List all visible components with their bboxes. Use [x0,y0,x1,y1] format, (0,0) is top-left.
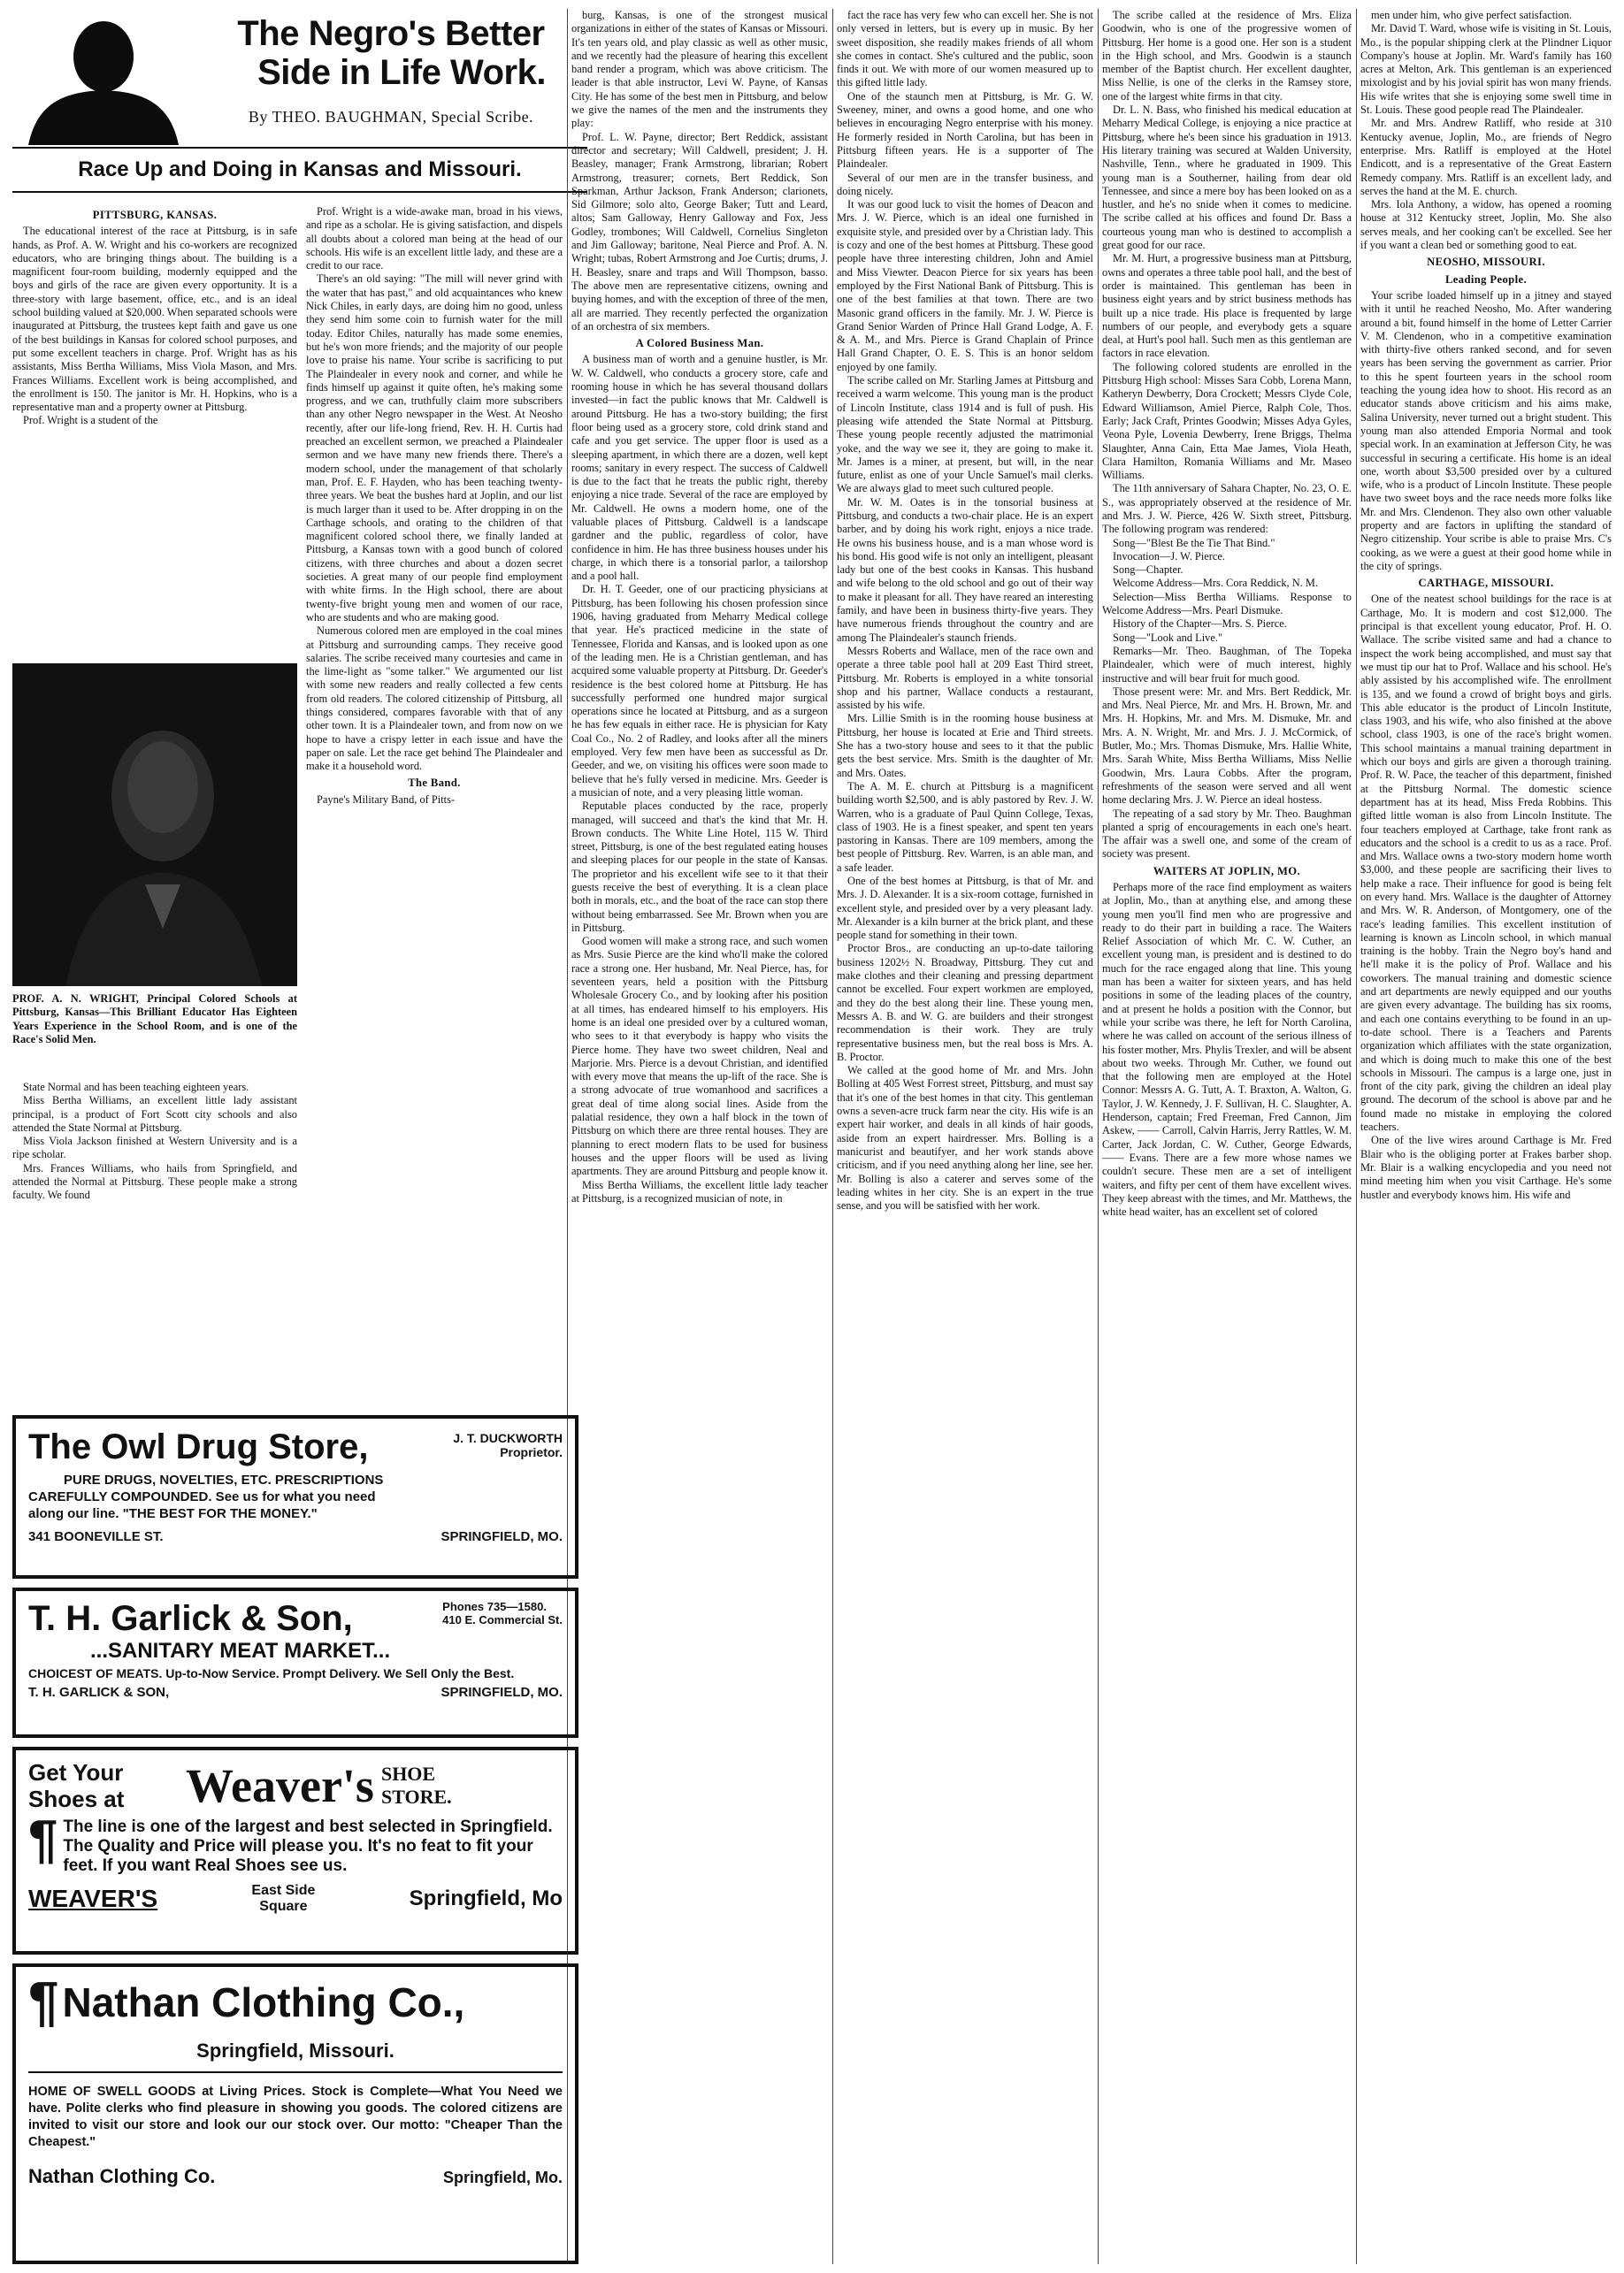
ad-weaver-store: SHOE STORE. [380,1763,452,1808]
ad-garlick-street: 410 E. Commercial St. [442,1613,563,1626]
byline: By THEO. BAUGHMAN, Special Scribe. [248,108,534,126]
pilcrow-icon: ¶ [28,1810,58,1869]
article-paragraph: Prof. Wright is a student of the [23,414,158,427]
section-heading: WAITERS AT JOPLIN, MO. [1153,864,1301,877]
ad-nathan-clothing [12,1963,578,2264]
ad-nathan-body: HOME OF SWELL GOODS at Living Prices. Stock is Complete—What You Need we have. Polite clerks who find pleasure in showing you goods. The colored citizens are invited to visit our store and look our our stock over. Our motto: "Cheaper Than the Cheapest." [28,2085,563,2149]
ad-nathan-city: Springfield, Mo. [443,2169,563,2186]
column-5 [1102,9,1352,2264]
article-paragraph: Those present were: Mr. and Mrs. Bert Reddick, Mr. and Mrs. Neal Pierce, Mr. and Mrs. H. Brown, Mr. and Mrs. H. Hopkins, Mr. and Mrs. M. Dismuke, Mr. and Mrs. A. N. Wright, Mr. and Mrs. J. J. McCormick, of Butler, Mo.; Mrs. Thomas Dismuke, Mrs. Hallie White, Mrs. Sarah White, Miss Bertha Williams, Miss Nellie Goodwin, Mrs. Laura Cobbs. After the program, refreshments of the season were served and all went home declaring Mrs. J. W. Pierce an ideal hostess. [1102,685,1352,807]
ad-weaver-address-1: East Side [251,1883,316,1898]
headline: The Negro's Better Side in Life Work. [237,14,546,92]
article-paragraph: The scribe called at the residence of Mrs. Eliza Goodwin, who is one of the progressive women of Pittsburg. Her home is a good one. Her son is a student in the High school, and Mrs. Goodwin is a staunch member of the Baptist church. Her excellent daughter, Miss Nellie, is one of the clerks in the Ramsey store, one of the largest white firms in that city. [1102,9,1352,103]
section-heading: The Band. [408,777,461,790]
section-heading: CARTHAGE, MISSOURI. [1418,577,1554,590]
article-paragraph: Mr. W. M. Oates is in the tonsorial business at Pittsburg, and conducts a two-chair place. He is an expert barber, and by doing his work right, enjoys a nice trade. He owns his business house, and is a man whose word is his bond. His good wife is not only an intelligent, pleasant lady but one of the best cooks in Kansas. This husband and wife belong to the old school and go out of their way to make it pleasant for all. They have reared an interesting family, and have been in business thirty-five years. They have numerous friends throughout the country and are among The Plaindealer's staunch friends. [837,495,1093,644]
article-paragraph: Mr. M. Hurt, a progressive business man at Pittsburg, owns and operates a three table pool hall, and the best of order is maintained. This gentleman has been in business eight years and by strict business methods has built up a nice trade. His place is frequented by large numbers of our people, and everybody gets a square deal, at Hurt's pool hall. Such men as this gentleman are factors in race elevation. [1102,252,1352,360]
article-paragraph: The scribe called on Mr. Starling James at Pittsburg and received a warm welcome. This young man is the product of Lincoln Institute, class 1914 and is full of push. His pleasing wife attended the State Normal at Pittsburg. These young people recently adjusted the matrimonial yoke, and the way we see it, they are going to make it. Mr. James is a miner, at present, but will, in the near future, enlist as one of your Uncle Samuel's mail clerks. We are always glad to meet such cultured people. [837,374,1093,495]
column-rule [1356,9,1357,2264]
article-paragraph: There's an old saying: "The mill will never grind with the water that has past," and old acquaintances who knew Nick Chiles, in early days, are doing him no good, unless they send him some coin to furnish water for the mill today. Editor Chiles, naturally has made some enemies, but he's won more friends; and the majority of our people love to praise his name. Your scribe is sacrificing to put The Plaindealer in every nook and corner, and while he finds himself up against it quite often, he's making some progress, and we can, truthfully claim more subscribers than any other Negro newspaper in the West. At Neosho recently, after our life-long friend, Rev. H. H. Curtis had preached an excellent sermon, we preached a Plaindealer sermon and we have many new friends there. There's a modern school, under the management of that scholarly man, Prof. E. F. Hayden, who has been teaching twenty-three years. We beat the bushes hard at Joplin, and our list is much larger than it used to be. After dropping in on the Carthage schools, and orating to the children of that magnificent colored school there, we finally landed at Pittsburg, a Kansas town with a good bunch of colored citizens, with three churches and about a dozen secret societies. A great many of our people find employment with white firms. In the High school, there are about twenty-five bright young men and women of our race, who are students and who are making good. [306,272,563,624]
dateline: PITTSBURG, KANSAS. [92,209,218,221]
column-3 [571,9,828,2264]
divider [28,2071,563,2073]
article-paragraph: men under him, who give perfect satisfaction. [1371,9,1573,21]
ad-weaver-address-2: Square [259,1899,308,1914]
article-paragraph: Proctor Bros., are conducting an up-to-date tailoring business 1202½ N. Broadway, Pittsburg. They cut and make clothes and their cleaning and pressing department cannot be excelled. Four expert workmen are employed, and they do the best along their line. These young men, Messrs A. B. and W. G. are builders and their strongest recommendation is their work. They are truly representative business men, but the real boss is Mrs. A. B. Proctor. [837,942,1093,1063]
article-paragraph: Good women will make a strong race, and such women as Mrs. Susie Pierce are the kind who'll make the colored race a strong one. Her husband, Mr. Neal Pierce, has, for seventeen years, held a position with the Pittsburg Wholesale Grocery Co., and by looking after his position at all times, has endeared himself to his employers. His home is an ideal one presided over by a cultured woman, who sees to it that everybody is happy who visits the Pierce home. They have two sweet children, Neal and Marjorie. Mrs. Pierce is a devout Christian, and identified with every move that means the up-lift of the race. She is a strong advocate of true womanhood and sacrifices a great deal of time along social lines. Aside from the palatial residence, they own a half block in the town of Pittsburg on which there are three rental houses. They are planning to erect modern flats to be used for business houses and the upper floors will be used as living apartments. They are around Pittsburg and people know it. [571,935,828,1178]
article-paragraph: Miss Bertha Williams, the excellent little lady teacher at Pittsburg, is a recognized musician of note, in [571,1178,828,1205]
article-paragraph: The educational interest of the race at Pittsburg, is in safe hands, as Prof. A. W. Wright and his co-workers are recognized educators, who are bringing things about. The building is a magnificent four-room building, modernly equipped and the boys and girls of the race are given every opportunity. It is a three-story with large basement, office, etc., and is an ideal school building valued at $20,000. When separated schools were inaugurated at Pittsburg, the trustees kept faith and gave us one of the best buildings in Kansas for colored school purposes, and put some excellent teachers in charge. Prof. Wright has as his assistants, Miss Bertha Williams, Miss Viola Mason, and Mrs. Frances Williams. Excellent work is being accomplished, and the enrollment is 150. The janitor is Mr. H. Hopkins, who is a representative man and a property owner at Pittsburg. [12,225,297,414]
article-paragraph: Payne's Military Band, of Pitts- [317,792,456,806]
article-paragraph: A business man of worth and a genuine hustler, is Mr. W. W. Caldwell, who conducts a grocery store, cafe and rooming house in which he has several thousand dollars invested—in fact the public knows that Mr. Caldwell is around Pittsburg. He has a two-story building; the first floor being used as a grocery store, cold drink stand and cafe and you get service. The upper floor is used as a sleeping apartment, in which there are a dozen, well kept rooms; sanitary in every respect. The success of Caldwell is due to the fact that he treats the public right, thereby enjoying a nice trade. Several of the race are employed by Mr. Caldwell. He owns a modern home, one of the valuable places of Pittsburg. Caldwell is a landscape gardner and the public, regardless of color, have confidence in him. He has three business houses under his charge, in which there is a tonsorial parlor, a tailorshop and a pool hall. [571,353,828,583]
article-paragraph: Dr. H. T. Geeder, one of our practicing physicians at Pittsburg, has been following his chosen profession since 1906, having graduated from Meharry Medical college that year. He's practiced medicine in the state of Tennessee, Florida and Kansas, and is looked upon as one of the leading men. He is a Christian gentleman, and has acquired some valuable property at Pittsburg. Dr. Geeder's residence is the best colored home at Pittsburg. He has successfully performed one hundred major surgical operations since he located at Pittsburg, and as a surgeon he has few equals in either race. He is physician for Katy Coal Co., No. 2 of Radley, and looks after all the miners employed. Very few men have been as successful as Dr. Geeder, and we, on visiting his offices were soon made to believe that he's fully versed in medicine. Mrs. Geeder is a musician of note, and a very pleasing little woman. [571,583,828,799]
article-paragraph: Mr. and Mrs. Andrew Ratliff, who reside at 310 Kentucky avenue, Joplin, Mo., are friends of Negro enterprise. Mrs. Ratliff is employed at the Hotel Endicott, and is a representative of the Great Eastern Remedy company. Mrs. Ratliff is an excellent lady, and serves the hand at the M. E. church. [1360,117,1612,197]
column-6 [1360,9,1612,2264]
ad-garlick-owner: T. H. GARLICK & SON, [28,1685,170,1700]
article-paragraph: The A. M. E. church at Pittsburg is a magnificent building worth $2,500, and is ably pastored by Rev. J. W. Warren, who is a graduate of Paul Quinn College, Texas, class of 1903. He is a finest speaker, and spent ten years pastoring in Kansas. There are 109 members, among the best people of Pittsburg. Rev. Warren, is an able man, and a safe leader. [837,779,1093,874]
article-paragraph: One of the best homes at Pittsburg, is that of Mr. and Mrs. J. D. Alexander. It is a six-room cottage, furnished in excellent style, and presided over by a very pleasant lady. Mr. Alexander is a kiln burner at the brick plant, and these people stand for something in their town. [837,875,1093,942]
column-2 [306,205,563,1408]
article-paragraph: The repeating of a sad story by Mr. Theo. Baughman planted a sprig of encouragements in each one's heart. The affair was a swell one, and some of the cream of society was present. [1102,807,1352,861]
article-paragraph: Your scribe loaded himself up in a jitney and stayed with it until he reached Neosho, Mo. After wandering around a bit, found himself in the home of Letter Carrier V. M. Clendenon, who in a competitive examination with thirty-five others ranked second, and for seven years has been serving the government as carrier. Prior to this he spent fourteen years in the school room teaching the young idea how to shoot. His record as an educator stands above criticism and his aims make, Salina University, never turned out a bright student. This young man also attended Emporia Normal and took special work. In an examination at Jefferson City, he was successful in securing a certificate. His home is an ideal one, worth about $3,500 presided over by a cultured wife, who is a product of Lincoln Institute. These people have two sweet boys and the race needs more folks like Mr. and Mrs. Clendenon. They also own other valuable property and are factors in uplifting the standard of Negro citizenship. Your scribe is able to praise Mrs. C's cooking, as we were a guest at their good home while in the city of springs. [1360,288,1612,572]
article-paragraph: History of the Chapter—Mrs. S. Pierce. [1113,617,1287,631]
article-paragraph: One of the staunch men at Pittsburg, is Mr. G. W. Sweeney, miner, and owns a good home, and one who believes in encouraging Negro enterprise with his money. He formerly resided in North Carolina, but has been in Pittsburg fifteen years. He is a supporter of The Plaindealer. [837,89,1093,171]
article-paragraph: Song—"Blest Be the Tie That Bind." [1113,536,1275,549]
ad-garlick-city: SPRINGFIELD, MO. [440,1685,563,1700]
article-paragraph: Invocation—J. W. Pierce. [1113,549,1225,563]
article-paragraph: Welcome Address—Mrs. Cora Reddick, N. M. [1113,577,1318,590]
column-rule [1098,9,1099,2264]
article-paragraph: State Normal and has been teaching eighteen years. [23,1081,249,1093]
ad-owl-line-3: along our line. "THE BEST FOR THE MONEY." [28,1506,318,1521]
ad-owl-line-2: CAREFULLY COMPOUNDED. See us for what you need [28,1489,376,1504]
ad-nathan-name: Nathan Clothing Co., [62,1979,465,2025]
ad-nathan-signature: Nathan Clothing Co. [28,2165,216,2187]
article-paragraph: The following colored students are enrolled in the Pittsburg High school: Misses Sara Cobb, Lorena Mann, Katheryn Dewberry, Dora Crockett; Messrs Clyde Cole, Edward Williamson, Amiel Pierce, Ralph Cole, Thos. Early; Jack Craft, Printes Goodwin; Misses Adya Gyles, Veona Pyle, Lovenia Dewberry, Irene Briggs, Thelma Slaughter, Anna Cain, Etta Mae James, Viola Heath, Clara Hamilton, Romania Williams and Mr. Maseo Williams. [1102,360,1352,482]
article-paragraph: One of the live wires around Carthage is Mr. Fred Blair who is the obliging porter at Frakes barber shop. Mr. Blair is a walking encyclopedia and you need not mind meeting him when you visit Carthage. He's some hustler and everybody knows him. His wife and [1360,1134,1612,1201]
ad-garlick-headline: ...SANITARY MEAT MARKET... [90,1639,391,1663]
subheadline: Race Up and Doing in Kansas and Missouri. [78,157,522,181]
column-1-bottom [12,1081,297,1406]
column-1-top [12,205,297,661]
section-heading: A Colored Business Man. [635,337,764,350]
pilcrow-icon: ¶ [28,1971,59,2032]
ad-weaver-signature: WEAVER'S [28,1885,158,1912]
newspaper-page [12,9,1612,2264]
ad-owl-drug-store [12,1415,578,1579]
ad-owl-line-1: PURE DRUGS, NOVELTIES, ETC. PRESCRIPTIONS [64,1473,384,1488]
masthead [12,9,587,199]
article-paragraph: Dr. L. N. Bass, who finished his medical education at Meharry Medical College, is enjoying a nice practice at Pittsburg, where he's been since his graduation in 1913. His literary training was secured at Walden University, Nashville, Tenn., where he graduated in 1909. This young man is a Southerner, hailing from dear old Tennessee, and since a mere boy has been looked on as a hustler, and he's no snide when it comes to medicine. The scribe called at his offices and found Dr. Bass a courteous young man who is destined to accomplish a great good for our race. [1102,103,1352,252]
ad-owl-city: SPRINGFIELD, MO. [440,1529,563,1544]
article-paragraph: The 11th anniversary of Sahara Chapter, No. 23, O. E. S., was appropriately observed at the residence of Mr. and Mrs. J. W. Pierce, 426 W. Sixth street, Pittsburg. The following program was rendered: [1102,482,1352,536]
article-paragraph: We called at the good home of Mr. and Mrs. John Bolling at 405 West Forrest street, Pittsburg, and must say that it's one of the best homes in that city. This gentleman owns a seven-acre truck farm near the city. His wife is an expert hair worker, and deals in all kinds of hair goods, aside from an expert hairdresser. Mrs. Bolling is a manicurist and beautifyer, and her work stands above criticism, and if you need anything along her line, see her. Mr. Bolling is also a caterer and serves some of the leading whites in her city. She is an expert in the true sense, and you will be satisfied with her work. [837,1064,1093,1213]
article-paragraph: Remarks—Mr. Theo. Baughman, of The Topeka Plaindealer, which were of much interest, highly instructive and will bear fruit for much good. [1102,644,1352,685]
article-paragraph: Reputable places conducted by the race, properly managed, will succeed and that's the kind that Mr. H. Brown conducts. The White Line Hotel, 115 W. Third street, Pittsburg, is one of the best regulated eating houses and sleeping places for our people in the state of Kansas. The proprietor and his excellent wife see to it that their guests receive the best of everything. It is a clean place both in morals, etc., and the boat of the race can stop there without being embarrassed. See Mr. Brown when you are in Pittsburg. [571,800,828,934]
ad-weavers-shoe-store [12,1747,578,1955]
article-paragraph: Numerous colored men are employed in the coal mines at Pittsburg and surrounding camps. They receive good salaries. The scribe received many courtesies and came in the lime-light as "some talker." We argumented our list with some new readers and really collected a few cents from old readers. The colored citizenship of Pittsburg, all things considered, compares favorable with that of any other town. It is a Plaindealer town, and from now on we hope to have a crispy letter in each issue and have the paper on sale. Let the race get behind The Plaindealer and make it a household word. [306,624,563,773]
photo-caption: PROF. A. N. WRIGHT, Principal Colored Schools at Pittsburg, Kansas—This Brilliant Educator Has Eighteen Years Experience in the School Room, and is one of the Race's Solid Men. [12,992,297,1045]
section-heading: NEOSHO, MISSOURI. [1427,256,1545,269]
ad-owl-name: The Owl Drug Store, [28,1427,369,1466]
article-paragraph: Prof. L. W. Payne, director; Bert Reddick, assistant director and secretary; Will Caldwell, president; J. H. Beasley, manager; Frank Armstrong, librarian; Robert Armstrong, treasurer; cornets, Bert Reddick, Son Sparkman, Arthur Jackson, Frank Anderson; clarionets, Sid Gilmore; solo alto, George Baker; Tutt and Leard, altos; Sam Galloway, Henry Galloway and Fox, Jess Godley, trombones; Will Caldwell, Cornelius Singleton and Jim Galloway; baritone, Neal Pierce and Prof. A. N. Wright; tubas, Robert Armstrong and Joe Curtis; drums, J. H. Beasley, snare and traps and Will Thompson, basso. The above men are representative citizens, owning and buying homes, and with the exception of three of the men, all are married. They recently perfected the organization of an orchestra of six members. [571,130,828,333]
divider [12,147,587,149]
column-4 [837,9,1093,2264]
article-paragraph: fact the race has very few who can excell her. She is not only versed in letters, but is every up in music. By her sweet disposition, she readily makes friends of all whom she comes in contact. She's cultured and the public, soon finds it out. We with more of our women measured up to this gifted little lady. [837,9,1093,89]
ad-owl-address: 341 BOONEVILLE ST. [28,1529,164,1544]
ad-weaver-lead: Get Your Shoes at [28,1759,125,1812]
article-paragraph: Mrs. Lillie Smith is in the rooming house business at Pittsburg, her house is located at Erie and Third streets. She has a two-story house and sees to it that the public gets the best service. Mrs. Smith is the daughter of Mr. and Mrs. Oates. [837,712,1093,779]
column-rule [832,9,833,2264]
article-paragraph: Miss Viola Jackson finished at Western University and is a ripe scholar. [12,1135,297,1161]
article-paragraph: One of the neatest school buildings for the race is at Carthage, Mo. It is modern and cost $12,000. The principal is that excellent young educator, Prof. H. O. Wallace. The scribe visited same and had a chance to inspect the work being accomplished, and must say that we must tip our hat to Prof. Wallace and his school. He's ably assisted by his accomplished wife. The enrollment is 135, and we found a crowd of bright boys and girls. This able educator is the product of Lincoln Institute, class 1903, and his wife, who also finished at the above school, class 1903, is one of the race's bright women. This school maintains a manual training department in which our boys and girls are given a thorough training. Prof. R. W. Pace, the teacher of this department, finished at the Pittsburg Normal. The domestic science department has at its head, Miss Freda Robbins. This gifted little woman is also from Lincoln Institute. The four teachers employed at Carthage, take front rank as educators and the school is a credit to us as a race. Prof. and Mrs. Wallace owns a two-story modern home worth $3,000, and these people are sacrificing their lives to help make a race. Their influence for good is being felt on every hand. Mrs. Wallace is the daughter of Attorney and Mrs. W. R. Anderson, of Montgomery, one of the race's leading families. This excellent institution of learning is known as Lincoln school, in which manual training is the hobby. Train the Negro boy's hand and he'll make it is the policy of Prof. Wallace and his coworkers. The manual training and domestic science and art departments are newly equipped and our youths are given every advantage. The building has six rooms, and each one contains everything to be found in an up-to-date school. There is a Teachers and Parents organization which affiliates with the state organization, and which is doing much to make this one of the best schools in Missouri. The campus is a large one, just in front of the city park, giving the children an ideal play ground. The decorum of the school is above par and he found made no mistake in employing the colored teachers. [1360,593,1612,1134]
article-paragraph: Song—"Look and Live." [1113,631,1223,644]
article-paragraph: Messrs Roberts and Wallace, men of the race own and operate a three table pool hall at 209 East Third street, Pittsburg. Mr. Roberts is employed in a white tonsorial shop and his partner, Wallace conducts a restaurant, assisted by his wife. [837,644,1093,712]
article-paragraph: Mrs. Frances Williams, who hails from Springfield, and attended the Normal at Pittsburg. These people make a strong faculty. We found [12,1161,297,1202]
ad-garlick-meat-market [12,1588,578,1738]
article-paragraph: Selection—Miss Bertha Williams. Response to Welcome Address—Mrs. Pearl Dismuke. [1102,590,1352,617]
ad-garlick-name: T. H. Garlick & Son, [28,1599,353,1638]
article-paragraph: Several of our men are in the transfer business, and doing nicely. [837,171,1093,197]
ad-owl-proprietor-name: J. T. DUCKWORTH [453,1431,563,1445]
author-portrait [19,14,188,145]
ad-garlick-line-1: CHOICEST OF MEATS. Up-to-Now Service. Prompt Delivery. We Sell Only the Best. [28,1666,515,1680]
article-paragraph: Mr. David T. Ward, whose wife is visiting in St. Louis, Mo., is the popular shipping clerk at the Plindner Liquor Company's house at Joplin. Mr. Ward's family has 160 acres at Melton, Ark. This gentleman is an experienced mixologist and by his jovial spirit has won many friends. His wife writes that she is enjoying some swell time in St. Louis. These good people read The Plaindealer. [1360,22,1612,117]
divider [12,191,587,193]
article-paragraph: It was our good luck to visit the homes of Deacon and Mrs. J. W. Pierce, which is an ideal one furnished in exquisite style, and presided over by a Christian lady. This is cozy and one of the best homes at Pittsburg. These good people have three interesting children, John and Amiel and Miss Viewter. Deacon Pierce for six years has been employed by the First National Bank of Pittsburg. This is one of the best families at that town. There are two Masonic grand officers in the family. Mr. J. W. Pierce is Grand Senior Warden of Prince Hall Grand Lodge, A. F. & A. M., and Mrs. Pierce is Grand Chaplain of Prince Hall Grand Chapter, O. E. S. This is an honor seldom enjoyed by one family. [837,198,1093,373]
article-paragraph: burg, Kansas, is one of the strongest musical organizations in either of the states of Kansas or Missouri. It's ten years old, and play classic as well as other music, and we recently had the pleasure of hearing this excellent band render a program, which was above criticism. The leader is that able instructor, Levi W. Payne, of Kansas City. He has some of the best men in Pittsburg, and below we give the names of the men and the instruments they play: [571,9,828,130]
article-paragraph: Mrs. Iola Anthony, a widow, has opened a rooming house at 312 Kentucky street, Joplin, Mo. She also serves meals, and her cooking can't be excelled. See her if you want a clean bed or something good to eat. [1360,198,1612,252]
ad-garlick-phones: Phones 735—1580. [442,1600,547,1613]
article-paragraph: Prof. Wright is a wide-awake man, broad in his views, and ripe as a scholar. He is giving satisfaction, and dispels all doubts about a colored man being at the head of our schools. His wife is an excellent little lady, and these are a credit to our race. [306,205,563,272]
ad-nathan-city-head: Springfield, Missouri. [196,2040,395,2062]
portrait-photo-image [12,663,297,986]
article-paragraph: Perhaps more of the race find employment as waiters at Joplin, Mo., than at anything else, and among these young men you'll find men who are progressive and ready to do their part in building a race. The Waiters Relief Association of which Mr. C. W. Cuther, an excellent young man, is president and is destined to do much for the race engaged along that line. This young man has been a waiter for sixteen years, and has held positions in some of the leading places of the country, and at present he holds a position with the Connor, but while your scribe was there, he left for North Carolina, where he was called on account of the serious illness of his foster mother, Mrs. Phylis Trexler, and will be absent about two weeks. Through Mr. Cuther, we found out that the following men are employed at the Hotel Connor: Messrs A. G. Tutt, A. T. Braxton, A. Walton, G. Taylor, J. W. Kennedy, J. F. Sullivan, H. C. Slaughter, A. Henderson, captain; Fred Freeman, Fred Cannon, Jim Askew, —— Carroll, Calvin Harris, Jerry Rattles, W. M. Carter, Jack Jordan, C. W. Cuther, George Edwards, —— Evans. There are a few more whose names we couldn't secure. These men are a set of intelligent waiters, and fifty per cent of them have excellent wives. They keep abreast with the times, and Mr. Matthews, the white head waiter, has an excellent set of colored [1102,881,1352,1219]
ad-weaver-body: The line is one of the largest and best selected in Springfield. The Quality and Price will please you. It's no feat to fit your feet. If you want Real Shoes see us. [63,1818,553,1875]
section-heading: Leading People. [1444,272,1528,286]
ad-owl-proprietor-title: Proprietor. [500,1445,563,1459]
portrait-photo [12,663,297,986]
ad-weaver-city: Springfield, Mo [409,1887,563,1910]
ad-weaver-name: Weaver's [186,1759,374,1812]
article-paragraph: Miss Bertha Williams, an excellent little lady assistant principal, is a product of Fort Scott city schools and also attended the State Normal at Pittsburg. [12,1094,297,1134]
article-paragraph: Song—Chapter. [1113,563,1184,577]
